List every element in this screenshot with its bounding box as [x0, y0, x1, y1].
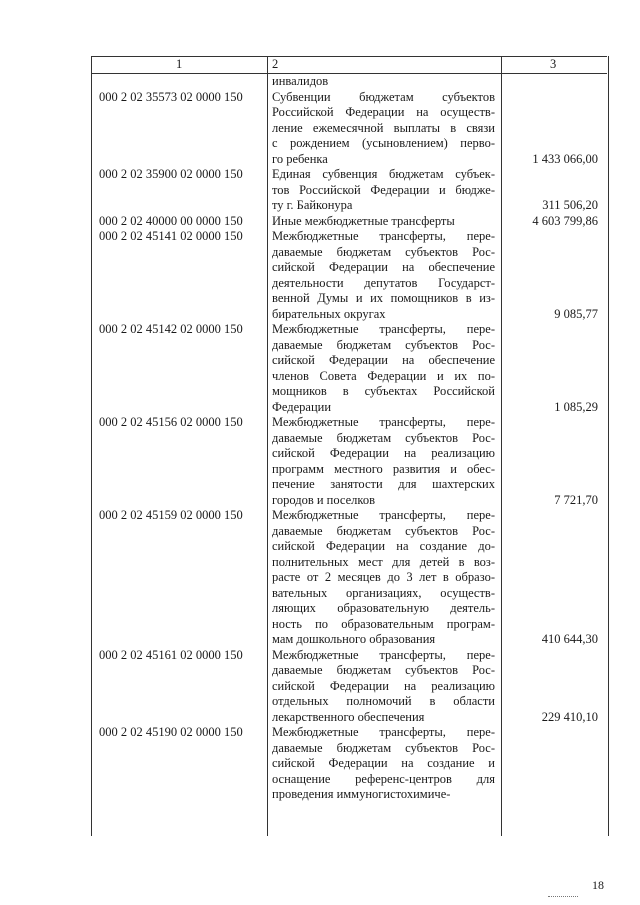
description-line: ляющих образовательную деятель- — [272, 601, 495, 615]
footer-mark — [548, 896, 578, 897]
row-description — [272, 508, 495, 648]
description-line: Межбюджетные трансферты, пере- — [272, 415, 495, 429]
header-col-3: 3 — [550, 57, 557, 71]
budget-code: 000 2 02 40000 00 0000 150 — [99, 213, 243, 228]
row-description — [272, 725, 495, 803]
amount-value: 311 506,20 — [542, 198, 598, 212]
description-line: проведения иммуногистохимиче- — [272, 787, 451, 801]
table-header-row — [91, 56, 607, 74]
budget-code: 000 2 02 35900 02 0000 150 — [99, 167, 243, 181]
description-line: ность по образовательным програм- — [272, 616, 495, 631]
description-line: программ местного развития и обес- — [272, 461, 495, 476]
description-line: мам дошкольного образования — [272, 632, 436, 646]
header-col-1: 1 — [176, 57, 183, 71]
amount-value: 410 644,30 — [541, 632, 598, 646]
description-line: деятельности депутатов Государст- — [272, 275, 495, 290]
amount-value: 1 085,29 — [554, 399, 598, 414]
description-line: даваемые бюджетам субъектов Рос- — [272, 337, 495, 352]
row-description — [272, 322, 495, 415]
description-line: го ребенка — [272, 151, 328, 166]
row-description — [272, 648, 495, 726]
budget-code: 000 2 02 45142 02 0000 150 — [99, 322, 243, 336]
description-line: оснащение референс-центров для — [272, 771, 495, 786]
description-line: вательных организациях, осуществ- — [272, 585, 495, 600]
description-line: инвалидов — [272, 74, 329, 88]
description-line: сийской Федерации на обеспечение — [272, 353, 495, 367]
description-line: бирательных округах — [272, 306, 386, 321]
description-line: Межбюджетные трансферты, пере- — [272, 229, 495, 243]
description-line: тов Российской Федерации и бюдже- — [272, 182, 495, 197]
description-line: даваемые бюджетам субъектов Рос- — [272, 740, 495, 755]
column-divider-1 — [267, 56, 268, 836]
row-description — [272, 214, 495, 230]
description-line: ту г. Байконура — [272, 198, 353, 212]
description-line: полнительных мест для детей в воз- — [272, 554, 495, 569]
row-description — [272, 74, 495, 90]
description-line: сийской Федерации на реализацию — [272, 446, 495, 460]
description-line: с рождением (усыновлением) перво- — [272, 136, 495, 150]
description-line: сийской Федерации на обеспечение — [272, 260, 495, 274]
description-line: Единая субвенция бюджетам субъек- — [272, 167, 495, 181]
page-number: 18 — [592, 878, 604, 892]
description-line: даваемые бюджетам субъектов Рос- — [272, 523, 495, 538]
row-description — [272, 415, 495, 508]
description-line: членов Совета Федерации и их по- — [272, 368, 495, 383]
description-line: Субвенции бюджетам субъектов — [272, 89, 495, 104]
amount-value: 229 410,10 — [541, 709, 598, 724]
description-line: даваемые бюджетам субъектов Рос- — [272, 430, 495, 445]
description-line: сийской Федерации на создание до- — [272, 539, 495, 553]
description-line: мощников в субъектах Российской — [272, 384, 495, 398]
description-line: Межбюджетные трансферты, пере- — [272, 322, 495, 336]
description-line: даваемые бюджетам субъектов Рос- — [272, 244, 495, 259]
description-line: даваемые бюджетам субъектов Рос- — [272, 663, 495, 677]
budget-code: 000 2 02 45190 02 0000 150 — [99, 725, 243, 739]
budget-code: 000 2 02 35573 02 0000 150 — [99, 89, 243, 104]
description-line: сийской Федерации на реализацию — [272, 678, 495, 693]
row-description — [272, 229, 495, 322]
description-line: ление ежемесячной выплаты в связи — [272, 120, 495, 135]
amount-value: 1 433 066,00 — [532, 151, 598, 166]
amount-value: 4 603 799,86 — [532, 213, 598, 228]
description-line: Межбюджетные трансферты, пере- — [272, 725, 495, 739]
description-line: Иные межбюджетные трансферты — [272, 213, 455, 228]
description-line: печение занятости для шахтерских — [272, 477, 495, 491]
description-line: Межбюджетные трансферты, пере- — [272, 508, 495, 522]
description-line: Федерации — [272, 399, 332, 414]
budget-code: 000 2 02 45159 02 0000 150 — [99, 508, 243, 522]
description-line: Межбюджетные трансферты, пере- — [272, 647, 495, 662]
row-description — [272, 90, 495, 168]
description-line: расте от 2 месяцев до 3 лет в образо- — [272, 570, 495, 584]
amount-value: 7 721,70 — [554, 492, 598, 507]
description-line: венной Думы и их помощников в из- — [272, 291, 495, 305]
budget-code: 000 2 02 45161 02 0000 150 — [99, 647, 243, 662]
budget-code: 000 2 02 45156 02 0000 150 — [99, 415, 243, 429]
budget-code: 000 2 02 45141 02 0000 150 — [99, 229, 243, 243]
description-line: отдельных полномочий в области — [272, 694, 495, 708]
column-divider-2 — [501, 56, 502, 836]
description-line: городов и поселков — [272, 492, 375, 507]
header-col-2: 2 — [272, 57, 279, 71]
description-line: Российской Федерации на осуществ- — [272, 105, 495, 119]
amount-value: 9 085,77 — [554, 306, 598, 321]
description-line: лекарственного обеспечения — [272, 709, 425, 724]
description-line: сийской Федерации на создание и — [272, 756, 495, 770]
row-description — [272, 167, 495, 214]
